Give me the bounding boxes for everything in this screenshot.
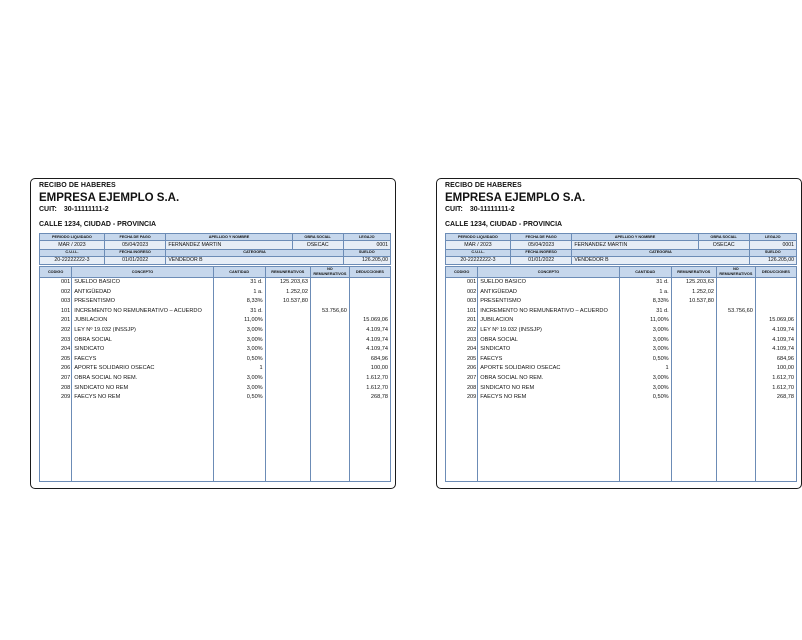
concept-concepto: APORTE SOLIDARIO OSECAC (478, 364, 619, 374)
concept-codigo: 207 (40, 374, 72, 384)
concept-no-remunerativos (716, 345, 755, 355)
apellido-value: FERNANDEZ MARTIN (166, 241, 292, 250)
concept-row (446, 307, 797, 317)
company-name: EMPRESA EJEMPLO S.A. (39, 192, 180, 204)
bottom-cell (478, 481, 619, 482)
concept-cantidad: 0,50% (619, 355, 671, 365)
concept-row (40, 297, 391, 307)
sueldo-label: SUELDO (749, 249, 796, 256)
cuit-label: CUIT: (445, 206, 463, 213)
filler-cell (310, 403, 349, 481)
concept-row (446, 364, 797, 374)
employee-info-table (445, 233, 797, 265)
concept-cantidad: 1 (619, 364, 671, 374)
concept-no-remunerativos (310, 297, 349, 307)
concept-row (446, 355, 797, 365)
concept-cantidad: 31 d. (213, 307, 265, 317)
concept-concepto: PRESENTISMO (478, 297, 619, 307)
concept-no-remunerativos (716, 364, 755, 374)
concept-deducciones: 684,96 (755, 355, 796, 365)
bottom-cell (755, 481, 796, 482)
concept-cantidad: 3,00% (619, 374, 671, 384)
concept-deducciones: 4.109,74 (755, 326, 796, 336)
concept-no-remunerativos (310, 326, 349, 336)
concept-deducciones: 100,00 (349, 364, 390, 374)
concept-concepto: SUELDO BASICO (478, 278, 619, 288)
concept-remunerativos (671, 336, 716, 346)
concept-concepto: INCREMENTO NO REMUNERATIVO – ACUERDO (72, 307, 213, 317)
sueldo-value: 126.205,00 (749, 256, 796, 265)
filler-cell (40, 403, 72, 481)
bottom-cell (310, 481, 349, 482)
apellido-label: APELLIDO Y NOMBRE (572, 234, 698, 241)
concept-concepto: FAECYS NO REM (478, 393, 619, 403)
concept-deducciones: 684,96 (349, 355, 390, 365)
receipt-header (445, 182, 797, 229)
concept-row (446, 345, 797, 355)
concept-no-remunerativos: 53.756,60 (716, 307, 755, 317)
sueldo-label: SUELDO (343, 249, 390, 256)
concept-codigo: 206 (40, 364, 72, 374)
concept-remunerativos (671, 345, 716, 355)
concept-row (40, 393, 391, 403)
col-no-remunerativos: NO REMUNERATIVOS (716, 267, 755, 278)
concept-deducciones: 1.612,70 (755, 374, 796, 384)
concept-remunerativos (265, 374, 310, 384)
obra-social-value: OSECAC (292, 241, 343, 250)
concept-no-remunerativos (716, 316, 755, 326)
concept-cantidad: 0,50% (213, 355, 265, 365)
concept-codigo: 203 (40, 336, 72, 346)
concept-row (40, 336, 391, 346)
concept-no-remunerativos (310, 393, 349, 403)
concept-row (40, 278, 391, 288)
concept-no-remunerativos (310, 355, 349, 365)
concept-remunerativos (265, 336, 310, 346)
concept-concepto: FAECYS NO REM (72, 393, 213, 403)
concept-cantidad: 3,00% (619, 326, 671, 336)
concept-no-remunerativos (310, 288, 349, 298)
concept-row (40, 364, 391, 374)
cuil-value: 20-22222222-3 (40, 256, 105, 265)
concept-no-remunerativos (716, 336, 755, 346)
concept-cantidad: 31 d. (619, 307, 671, 317)
filler-cell (671, 403, 716, 481)
table-filler (40, 403, 391, 481)
concept-deducciones: 15.069,06 (349, 316, 390, 326)
concept-concepto: SUELDO BASICO (72, 278, 213, 288)
filler-cell (446, 403, 478, 481)
concept-codigo: 001 (40, 278, 72, 288)
table-bottom (40, 481, 391, 482)
legajo-label: LEGAJO (749, 234, 796, 241)
col-remunerativos: REMUNERATIVOS (265, 267, 310, 278)
concept-codigo: 209 (446, 393, 478, 403)
concept-no-remunerativos (716, 374, 755, 384)
concept-row (40, 345, 391, 355)
pay-receipt-copy (436, 178, 802, 489)
concept-row (40, 355, 391, 365)
col-cantidad: CANTIDAD (619, 267, 671, 278)
concept-cantidad: 8,33% (213, 297, 265, 307)
cuil-label: C.U.I.L. (40, 249, 105, 256)
fecha-ingreso-label: FECHA INGRESO (510, 249, 571, 256)
receipt-title: RECIBO DE HABERES (445, 182, 522, 189)
filler-cell (716, 403, 755, 481)
concept-deducciones: 4.109,74 (349, 326, 390, 336)
concept-no-remunerativos (716, 278, 755, 288)
company-cuit (39, 205, 391, 214)
concept-remunerativos (671, 316, 716, 326)
concepts-table (39, 266, 391, 482)
bottom-cell (671, 481, 716, 482)
concept-no-remunerativos (310, 316, 349, 326)
periodo-label: PERIODO LIQUIDADO (446, 234, 511, 241)
concept-remunerativos (265, 384, 310, 394)
concept-remunerativos: 125.203,63 (671, 278, 716, 288)
concept-row (40, 307, 391, 317)
col-concepto: CONCEPTO (72, 267, 213, 278)
obra-social-label: OBRA SOCIAL (698, 234, 749, 241)
concept-cantidad: 1 a. (213, 288, 265, 298)
concept-no-remunerativos (716, 393, 755, 403)
concept-concepto: INCREMENTO NO REMUNERATIVO – ACUERDO (478, 307, 619, 317)
concept-codigo: 003 (446, 297, 478, 307)
pay-receipt-primary (30, 178, 396, 489)
concept-cantidad: 31 d. (619, 278, 671, 288)
concept-remunerativos: 10.537,80 (265, 297, 310, 307)
concept-row (446, 336, 797, 346)
concept-deducciones (755, 297, 796, 307)
concept-deducciones: 1.612,70 (349, 384, 390, 394)
concept-cantidad: 1 a. (619, 288, 671, 298)
concepts-rows (446, 278, 797, 482)
concept-row (40, 316, 391, 326)
concept-deducciones (755, 288, 796, 298)
concept-deducciones (755, 307, 796, 317)
fecha-pago-value: 05/04/2023 (510, 241, 571, 250)
concept-deducciones: 1.612,70 (755, 384, 796, 394)
concept-row (40, 384, 391, 394)
col-no-remunerativos: NO REMUNERATIVOS (310, 267, 349, 278)
concept-cantidad: 3,00% (213, 384, 265, 394)
concept-remunerativos (671, 393, 716, 403)
concept-concepto: SINDICATO (478, 345, 619, 355)
cuil-value: 20-22222222-3 (446, 256, 511, 265)
concept-deducciones (755, 278, 796, 288)
concept-concepto: OBRA SOCIAL (72, 336, 213, 346)
concept-remunerativos: 1.252,02 (671, 288, 716, 298)
concept-codigo: 002 (446, 288, 478, 298)
concept-cantidad: 3,00% (213, 345, 265, 355)
fecha-pago-label: FECHA DE PAGO (104, 234, 165, 241)
apellido-label: APELLIDO Y NOMBRE (166, 234, 292, 241)
concept-remunerativos (671, 374, 716, 384)
filler-cell (72, 403, 213, 481)
cuit-label: CUIT: (39, 206, 57, 213)
col-remunerativos: REMUNERATIVOS (671, 267, 716, 278)
concept-deducciones: 4.109,74 (349, 336, 390, 346)
concept-no-remunerativos (716, 288, 755, 298)
concept-remunerativos (265, 364, 310, 374)
concept-remunerativos (671, 355, 716, 365)
col-codigo: CODIGO (40, 267, 72, 278)
concept-row (40, 288, 391, 298)
receipt-header (39, 182, 391, 229)
table-bottom (446, 481, 797, 482)
concept-concepto: JUBILACION (478, 316, 619, 326)
concept-remunerativos (265, 393, 310, 403)
concept-codigo: 208 (40, 384, 72, 394)
concept-deducciones (349, 307, 390, 317)
concept-codigo: 002 (40, 288, 72, 298)
fecha-ingreso-value: 01/01/2022 (510, 256, 571, 265)
concept-remunerativos: 10.537,80 (671, 297, 716, 307)
concept-cantidad: 3,00% (213, 374, 265, 384)
concept-concepto: OBRA SOCIAL NO REM. (478, 374, 619, 384)
concept-remunerativos (265, 345, 310, 355)
fecha-pago-value: 05/04/2023 (104, 241, 165, 250)
col-deducciones: DEDUCCIONES (349, 267, 390, 278)
legajo-value: 0001 (749, 241, 796, 250)
legajo-label: LEGAJO (343, 234, 390, 241)
concept-row (446, 326, 797, 336)
concept-remunerativos: 125.203,63 (265, 278, 310, 288)
concept-remunerativos (265, 316, 310, 326)
concept-cantidad: 3,00% (213, 336, 265, 346)
col-cantidad: CANTIDAD (213, 267, 265, 278)
bottom-cell (446, 481, 478, 482)
concept-row (446, 374, 797, 384)
filler-cell (755, 403, 796, 481)
table-filler (446, 403, 797, 481)
concept-no-remunerativos (310, 345, 349, 355)
concept-remunerativos (265, 307, 310, 317)
bottom-cell (265, 481, 310, 482)
company-address: CALLE 1234, CIUDAD - PROVINCIA (39, 221, 157, 228)
concept-no-remunerativos: 53.756,60 (310, 307, 349, 317)
concept-concepto: JUBILACION (72, 316, 213, 326)
col-codigo: CODIGO (446, 267, 478, 278)
concept-cantidad: 8,33% (619, 297, 671, 307)
concept-concepto: SINDICATO (72, 345, 213, 355)
bottom-cell (619, 481, 671, 482)
concept-deducciones: 100,00 (755, 364, 796, 374)
fecha-ingreso-value: 01/01/2022 (104, 256, 165, 265)
fecha-pago-label: FECHA DE PAGO (510, 234, 571, 241)
categoria-label: CATEGORIA (166, 249, 343, 256)
concept-concepto: LEY Nº 19.032 (INSSJP) (72, 326, 213, 336)
col-deducciones: DEDUCCIONES (755, 267, 796, 278)
concept-concepto: OBRA SOCIAL (478, 336, 619, 346)
concept-codigo: 206 (446, 364, 478, 374)
filler-cell (265, 403, 310, 481)
sueldo-value: 126.205,00 (343, 256, 390, 265)
obra-social-label: OBRA SOCIAL (292, 234, 343, 241)
concept-codigo: 207 (446, 374, 478, 384)
company-address: CALLE 1234, CIUDAD - PROVINCIA (445, 221, 563, 228)
legajo-value: 0001 (343, 241, 390, 250)
concept-deducciones (349, 288, 390, 298)
concept-cantidad: 11,00% (619, 316, 671, 326)
filler-cell (478, 403, 619, 481)
apellido-value: FERNANDEZ MARTIN (572, 241, 698, 250)
concept-codigo: 205 (446, 355, 478, 365)
concept-row (446, 393, 797, 403)
concept-codigo: 208 (446, 384, 478, 394)
concept-codigo: 204 (40, 345, 72, 355)
concept-cantidad: 11,00% (213, 316, 265, 326)
concept-codigo: 101 (446, 307, 478, 317)
concept-row (40, 326, 391, 336)
concept-codigo: 202 (40, 326, 72, 336)
concept-remunerativos (265, 326, 310, 336)
concept-codigo: 001 (446, 278, 478, 288)
concept-codigo: 202 (446, 326, 478, 336)
concept-remunerativos (671, 384, 716, 394)
concept-no-remunerativos (310, 278, 349, 288)
cuit-value: 30-11111111-2 (469, 206, 515, 213)
receipt-title: RECIBO DE HABERES (39, 182, 116, 189)
concept-row (446, 278, 797, 288)
concept-row (446, 288, 797, 298)
concept-deducciones: 268,78 (755, 393, 796, 403)
concept-row (446, 297, 797, 307)
concept-concepto: OBRA SOCIAL NO REM. (72, 374, 213, 384)
concept-concepto: SINDICATO NO REM (72, 384, 213, 394)
concept-cantidad: 3,00% (619, 345, 671, 355)
concept-row (446, 316, 797, 326)
bottom-cell (213, 481, 265, 482)
categoria-value: VENDEDOR B (166, 256, 343, 265)
concept-codigo: 209 (40, 393, 72, 403)
concept-codigo: 003 (40, 297, 72, 307)
concept-no-remunerativos (310, 384, 349, 394)
concept-codigo: 201 (40, 316, 72, 326)
concept-no-remunerativos (310, 374, 349, 384)
concept-deducciones (349, 297, 390, 307)
concept-concepto: LEY Nº 19.032 (INSSJP) (478, 326, 619, 336)
concept-codigo: 204 (446, 345, 478, 355)
concept-cantidad: 3,00% (619, 384, 671, 394)
periodo-value: MAR / 2023 (40, 241, 105, 250)
concept-no-remunerativos (716, 297, 755, 307)
concept-deducciones: 4.109,74 (755, 336, 796, 346)
bottom-cell (716, 481, 755, 482)
concept-deducciones: 15.069,06 (755, 316, 796, 326)
company-name: EMPRESA EJEMPLO S.A. (445, 192, 586, 204)
employee-info-table (39, 233, 391, 265)
concepts-rows (40, 278, 391, 482)
categoria-value: VENDEDOR B (572, 256, 749, 265)
concept-deducciones (349, 278, 390, 288)
col-concepto: CONCEPTO (478, 267, 619, 278)
concept-cantidad: 0,50% (619, 393, 671, 403)
concept-cantidad: 0,50% (213, 393, 265, 403)
concept-deducciones: 1.612,70 (349, 374, 390, 384)
concept-no-remunerativos (716, 326, 755, 336)
concept-cantidad: 3,00% (213, 326, 265, 336)
concept-row (446, 384, 797, 394)
concept-no-remunerativos (310, 336, 349, 346)
concept-remunerativos: 1.252,02 (265, 288, 310, 298)
concept-no-remunerativos (310, 364, 349, 374)
concept-no-remunerativos (716, 355, 755, 365)
concept-deducciones: 4.109,74 (349, 345, 390, 355)
concept-deducciones: 268,78 (349, 393, 390, 403)
concept-codigo: 201 (446, 316, 478, 326)
concept-concepto: FAECYS (72, 355, 213, 365)
concept-row (40, 374, 391, 384)
concept-concepto: ANTIGÜEDAD (478, 288, 619, 298)
bottom-cell (72, 481, 213, 482)
concept-deducciones: 4.109,74 (755, 345, 796, 355)
fecha-ingreso-label: FECHA INGRESO (104, 249, 165, 256)
concept-remunerativos (671, 364, 716, 374)
concept-remunerativos (671, 326, 716, 336)
concept-concepto: FAECYS (478, 355, 619, 365)
periodo-label: PERIODO LIQUIDADO (40, 234, 105, 241)
concept-cantidad: 1 (213, 364, 265, 374)
concept-remunerativos (265, 355, 310, 365)
company-cuit (445, 205, 797, 214)
concept-remunerativos (671, 307, 716, 317)
periodo-value: MAR / 2023 (446, 241, 511, 250)
cuit-value: 30-11111111-2 (63, 206, 109, 213)
concept-cantidad: 31 d. (213, 278, 265, 288)
concept-codigo: 203 (446, 336, 478, 346)
cuil-label: C.U.I.L. (446, 249, 511, 256)
concept-cantidad: 3,00% (619, 336, 671, 346)
concept-concepto: APORTE SOLIDARIO OSECAC (72, 364, 213, 374)
concept-concepto: ANTIGÜEDAD (72, 288, 213, 298)
concepts-table (445, 266, 797, 482)
bottom-cell (40, 481, 72, 482)
concept-concepto: PRESENTISMO (72, 297, 213, 307)
categoria-label: CATEGORIA (572, 249, 749, 256)
obra-social-value: OSECAC (698, 241, 749, 250)
filler-cell (619, 403, 671, 481)
bottom-cell (349, 481, 390, 482)
concept-codigo: 205 (40, 355, 72, 365)
concept-no-remunerativos (716, 384, 755, 394)
filler-cell (213, 403, 265, 481)
filler-cell (349, 403, 390, 481)
concept-codigo: 101 (40, 307, 72, 317)
concept-concepto: SINDICATO NO REM (478, 384, 619, 394)
